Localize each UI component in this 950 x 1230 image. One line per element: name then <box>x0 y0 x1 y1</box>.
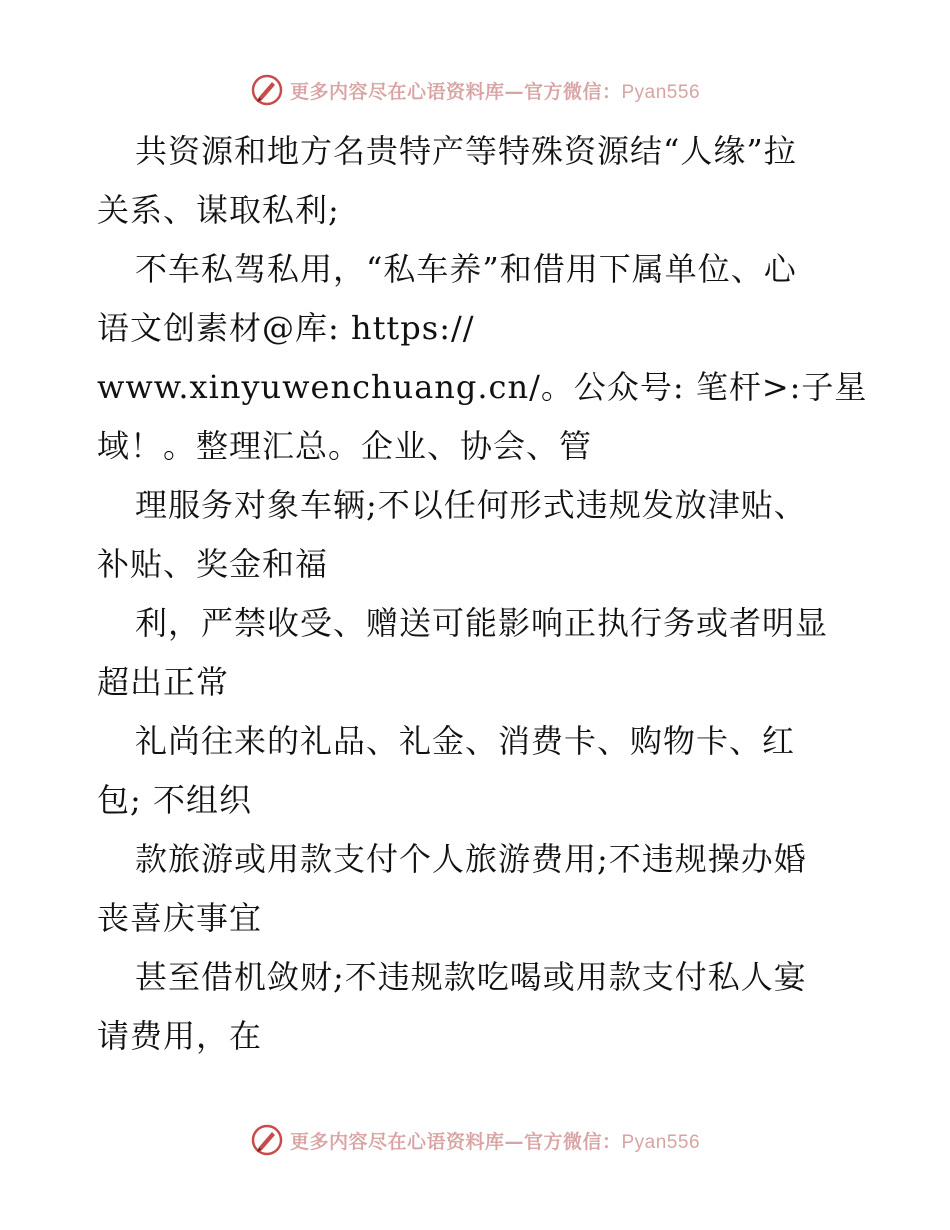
text-line: www.xinyuwenchuang.cn/。公众号: 笔杆>:子星 <box>97 368 868 406</box>
footer-watermark-text <box>290 1127 700 1154</box>
brush-logo-icon <box>250 73 284 107</box>
header-watermark-cn: 更多内容尽在心语资料库—官方微信： <box>289 80 622 103</box>
header-watermark-id: Pyan556 <box>621 81 701 103</box>
text-line: 包; 不组织 <box>97 781 252 819</box>
text-line: 不车私驾私用，“私车养”和借用下属单位、心 <box>135 250 797 288</box>
text-line: 域！。整理汇总。企业、协会、管 <box>97 427 593 465</box>
text-line: 语文创素材@库: https:// <box>97 309 475 347</box>
text-line: 理服务对象车辆;不以任何形式违规发放津贴、 <box>135 486 807 524</box>
text-line: 礼尚往来的礼品、礼金、消费卡、购物卡、红 <box>135 722 796 760</box>
footer-watermark-cn: 更多内容尽在心语资料库—官方微信： <box>289 1130 622 1153</box>
document-body <box>97 122 868 1066</box>
text-line: 超出正常 <box>97 663 230 701</box>
header-watermark-text <box>290 77 700 104</box>
page-footer-watermark <box>0 1120 950 1160</box>
text-line: 甚至借机敛财;不违规款吃喝或用款支付私人宴 <box>135 958 807 996</box>
text-line: 利，严禁收受、赠送可能影响正执行务或者明显 <box>135 604 829 642</box>
brush-logo-icon <box>250 1123 284 1157</box>
text-line: 共资源和地方名贵特产等特殊资源结“人缘”拉 <box>135 132 797 170</box>
text-line: 关系、谋取私利; <box>97 191 340 229</box>
page-header-watermark <box>0 70 950 110</box>
text-line: 款旅游或用款支付个人旅游费用;不违规操办婚 <box>135 840 807 878</box>
text-line: 请费用，在 <box>97 1017 263 1055</box>
text-line: 丧喜庆事宜 <box>97 899 263 937</box>
text-line: 补贴、奖金和福 <box>97 545 329 583</box>
footer-watermark-id: Pyan556 <box>621 1131 701 1153</box>
